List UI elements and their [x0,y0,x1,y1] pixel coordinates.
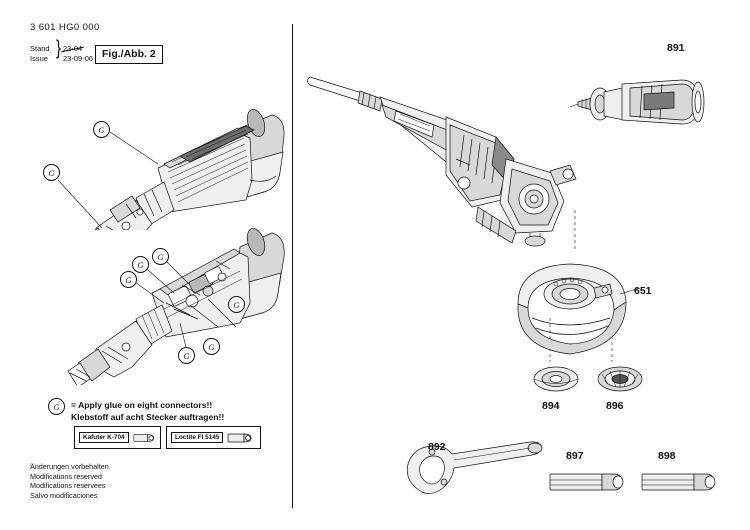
switch-assembly-lower-drawing [40,215,290,385]
glue-box-kafuter [74,426,161,449]
panel-divider [292,24,293,508]
wheel-guard-651-drawing [498,258,648,363]
glue-marker-6: G [228,296,245,313]
footer-line-en: Modifications reserved [30,471,102,481]
brace-glyph: } [56,36,62,60]
carbon-brush-897-drawing [548,466,630,498]
side-handle-891-drawing [570,62,710,142]
glue-marker-7: G [203,338,220,355]
glue-tube-icon [133,432,155,444]
glue-name-kafuter: Kafuter K-704 [79,432,129,443]
glue-legend-text [71,398,224,423]
issue-label: Issue [30,54,48,63]
callout-894: 894 [542,400,560,412]
glue-name-loctite: Loctite FI 5145 [171,432,223,443]
figure-label-box: Fig./Abb. 2 [95,45,163,64]
footer-line-de: Änderungen vorbehalten [30,462,109,471]
glue-legend-line-en: = Apply glue on eight connectors!! [71,400,213,410]
clamping-nut-896-drawing [594,362,646,396]
glue-marker-3: G [152,248,169,265]
glue-marker-4: G [132,256,149,273]
motor-assembly-upper-drawing [40,60,285,230]
support-flange-894-drawing [530,362,582,396]
part-number: 3 601 HG0 000 [30,22,100,33]
callout-891: 891 [667,42,685,54]
issue-date: 23-09-06 [63,54,94,63]
footer-line-es: Salvo modificaciones [30,490,98,500]
glue-marker-1: G [93,121,110,138]
glue-legend-marker: G [48,398,65,415]
glue-legend [48,398,224,423]
carbon-brush-898-drawing [640,466,722,498]
glue-marker-8: G [178,347,195,364]
stand-label: Stand [30,44,50,53]
callout-898: 898 [658,450,676,462]
glue-legend-line-de: Klebstoff auf acht Stecker auftragen!! [71,412,225,422]
callout-651: 651 [634,285,652,297]
glue-marker-5: G [120,271,137,288]
glue-marker-2: G [43,164,60,181]
stand-date-struck: 23-04 [63,44,83,53]
callout-892: 892 [428,441,446,453]
footer-line-fr: Modifications reservees [30,481,106,491]
glue-box-loctite [166,426,261,449]
callout-897: 897 [566,450,584,462]
callout-896: 896 [606,400,624,412]
pin-wrench-892-drawing [398,438,548,500]
glue-tube-icon-2 [227,432,253,444]
footer-disclaimer [30,462,109,500]
